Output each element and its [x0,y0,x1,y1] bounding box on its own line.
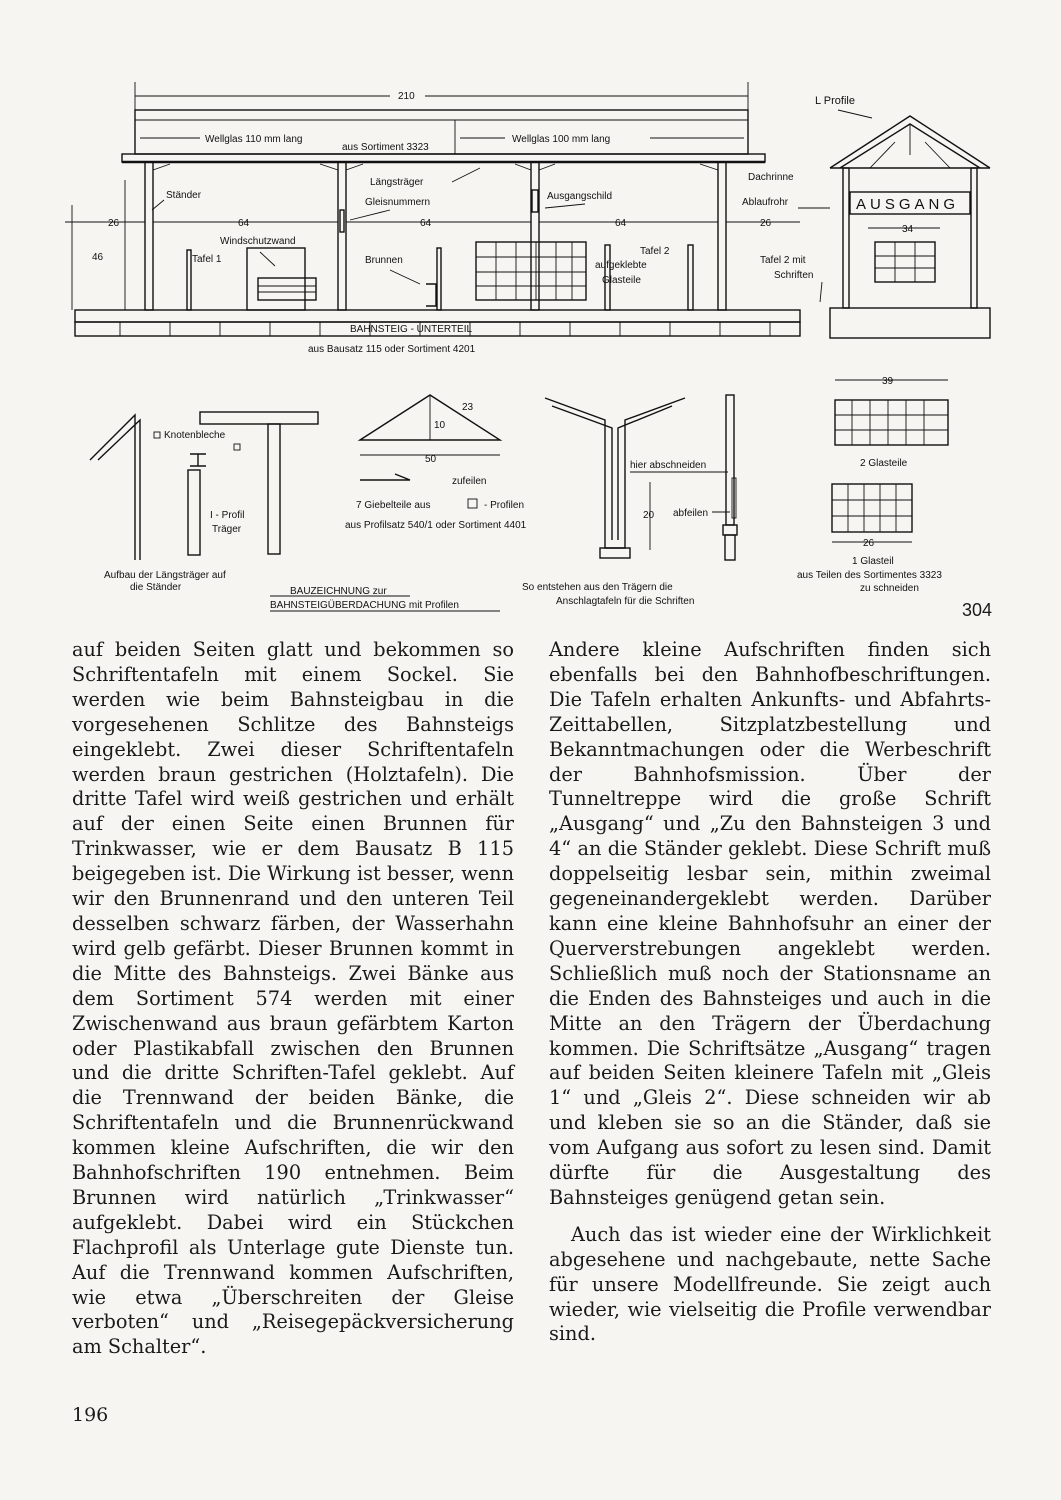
label-zwei-glasteile: 2 Glasteile [860,458,908,469]
detail-aufbau [90,412,318,593]
svg-text:26: 26 [108,218,120,229]
ausgang-gable [830,116,990,338]
label-aus-bausatz: aus Bausatz 115 oder Sortiment 4201 [308,344,476,355]
detail-giebel [270,395,527,611]
label-dachrinne: Dachrinne [748,172,794,183]
label-gleisnummern: Gleisnummern [365,197,431,208]
label-wellglas-110: Wellglas 110 mm lang [205,134,303,145]
label-ausgang: AUSGANG [856,196,960,213]
label-ein-glasteil: 1 Glasteil [852,556,894,567]
paragraph: Auch das ist wieder eine der Wirklichkeit abgesehene und nachgebaute, nette Sache für unsere Modellfreunde. Sie zeigt auch wieder, wie vielseitig die Profile verwendbar sind. [549,1222,991,1346]
label-zufeilen: zufeilen [452,476,487,487]
label-bahnsteig-unterteil: BAHNSTEIG - UNTERTEIL [350,324,473,335]
construction-drawing [60,70,1010,630]
label-aufgeklebte: aufgeklebte [595,260,647,271]
svg-text:39: 39 [882,376,894,387]
label-staender: Ständer [166,190,202,201]
label-traeger: Träger [212,524,242,535]
text-column-left [72,638,514,1360]
svg-text:34: 34 [902,224,914,235]
paragraph: auf beiden Seiten glatt und bekommen so Schriftentafeln mit einem Sockel. Sie werden wie beim Bahnsteigbau in die vorgesehenen Schlitze des Bahnsteigs eingeklebt. Zwei dieser Schriftentafeln werden braun gestrichen (Holztafeln). Die dritte Tafel wird weiß gestrichen und erhält auf der einen Seite einen Brunnen für Trinkwasser, wie er dem Bausatz B 115 beigegeben ist. Die Wirkung ist besser, wenn wir den Brunnenrand und den unteren Teil desselben schwarz färben, der Wasserhahn wird gelb gefärbt. Dieser Brunnen kommt in die Mitte des Bahnsteigs. Zwei Bänke aus dem Sortiment 574 werden mit einer Zwischenwand aus braun gefärbtem Karton oder Plastikabfall zwischen den Brunnen und die dritte Schriften-Tafel geklebt. Auf die Trennwand der beiden Bänke, die Schriftentafeln und die Brunnenrückwand kommen kleine Aufschriften, die wir den Bahnhofschriften 190 entnehmen. Beim Brunnen wird natürlich „Trinkwasser“ aufgeklebt. Dabei wird ein Stückchen Flachprofil als Unterlage gute Dienste tun. Auf die Trennwand kommen Aufschriften, wie etwa „Überschreiten der Gleise verboten“ und „Reisegepäckversicherung am Schalter“. [72,638,514,1359]
label-210: 210 [398,91,415,102]
label-tafel1: Tafel 1 [192,254,222,265]
text-column-right [549,638,991,1347]
label-aus-sortiment: aus Sortiment 3323 [342,142,429,153]
label-giebelteile: 7 Giebelteile aus [356,500,431,511]
label-bauzeichnung-2: BAHNSTEIGÜBERDACHUNG mit Profilen [270,600,459,611]
dimension-210 [135,82,748,110]
label-schriften: Schriften [774,270,814,281]
label-tafel2-mit: Tafel 2 mit [760,255,806,266]
svg-text:64: 64 [238,218,250,229]
svg-text:Tafel 2: Tafel 2 [640,246,670,257]
figure-number: 304 [962,600,993,620]
svg-text:26: 26 [863,538,875,549]
label-windschutzwand: Windschutzwand [220,236,296,247]
paragraph: Andere kleine Aufschriften finden sich ebenfalls bei den Bahnhofbeschriftungen. Die Tafeln erhalten Ankunfts- und Abfahrts-Zeittabellen, Sitzplatzbestellung und Bekanntmachungen oder die Werbeschrift der Bahnhofsmission. Über der Tunneltreppe wird die große Schrift „Ausgang“ und „Zu den Bahnsteigen 3 und 4“ an die Ständer geklebt. Diese Schrift muß doppelseitig lesbar sein, mithin zweimal gegeneinandergeklebt werden. Darüber kann eine kleine Bahnhofsuhr an einer der Querverstrebungen angeklebt werden. Schließlich muß noch der Stationsname an die Enden des Bahnsteiges und auch in die Mitte an den Trägern der Überdachung kommen. Die Schriftsätze „Ausgang“ tragen auf beiden Seiten kleinere Tafeln mit „Gleis 1“ und „Gleis 2“. Diese schneiden wir ab und kleben sie so an die Ständer, daß sie vom Aufgang aus sofort zu lesen sind. Damit dürfte für die Ausgestaltung des Bahnsteiges genügend getan sein. [549,638,991,1209]
svg-text:23: 23 [462,402,474,413]
label-abfeilen: abfeilen [673,508,709,519]
label-profile: L Profile [815,95,855,107]
label-so-entstehen-2: Anschlagtafeln für die Schriften [556,596,695,607]
label-so-entstehen-1: So entstehen aus den Trägern die [522,582,673,593]
platform-base [75,310,800,355]
roof [122,110,765,162]
svg-text:46: 46 [92,252,104,263]
detail-glasteile [797,376,948,594]
label-wellglas-100: Wellglas 100 mm lang [512,134,611,145]
svg-text:- Profilen: - Profilen [484,500,525,511]
label-i-profil: I - Profil [210,510,245,521]
label-aufbau-1: Aufbau der Längsträger auf [104,570,226,581]
label-aus-teilen: aus Teilen des Sortimentes 3323 [797,570,942,581]
svg-text:64: 64 [615,218,627,229]
label-brunnen: Brunnen [365,255,403,266]
svg-text:10: 10 [434,420,446,431]
detail-traeger [522,395,737,607]
label-ablaufrohr: Ablaufrohr [742,197,789,208]
svg-text:20: 20 [643,510,655,521]
label-aufbau-2: die Ständer [130,582,182,593]
page-number: 196 [72,1404,109,1426]
label-ausgangschild: Ausgangschild [547,191,613,202]
label-knotenbleche: Knotenbleche [164,430,226,441]
label-profilsatz: aus Profilsatz 540/1 oder Sortiment 4401 [345,520,527,531]
label-zu-schneiden: zu schneiden [860,583,919,594]
label-hier-abschneiden: hier abschneiden [630,460,707,471]
label-bauzeichnung-1: BAUZEICHNUNG zur [290,586,387,597]
svg-text:26: 26 [760,218,772,229]
svg-text:50: 50 [425,454,437,465]
label-glasteile: Glasteile [602,275,641,286]
label-laengstraeger: Längsträger [370,177,424,188]
svg-text:64: 64 [420,218,432,229]
